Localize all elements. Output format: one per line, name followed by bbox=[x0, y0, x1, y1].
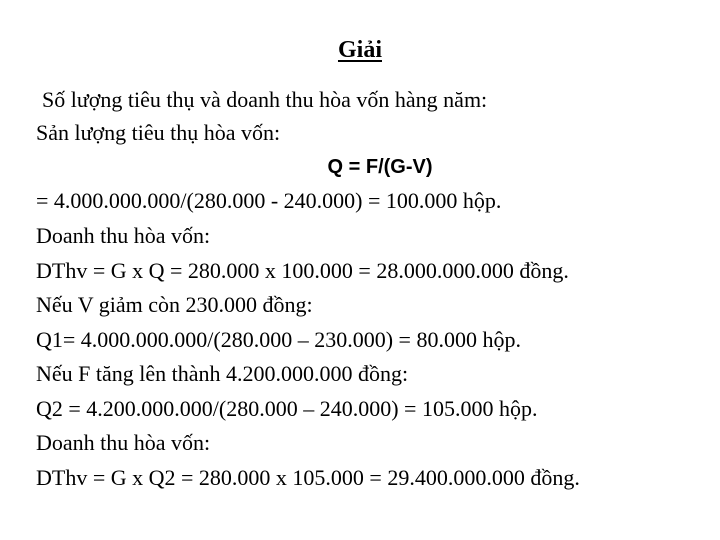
breakeven-revenue-heading: Doanh thu hòa vốn: bbox=[36, 223, 211, 248]
scenario-f-increase: Nếu F tăng lên thành 4.200.000.000 đồng: bbox=[36, 361, 409, 386]
breakeven-revenue-calc: DThv = G x Q = 280.000 x 100.000 = 28.000.000.000 đồng. bbox=[36, 258, 569, 283]
q1-calc: Q1= 4.000.000.000/(280.000 – 230.000) = 80.000 hộp. bbox=[36, 327, 521, 352]
breakeven-formula: Q = F/(G-V) bbox=[327, 156, 433, 178]
intro-line: Số lượng tiêu thụ và doanh thu hòa vốn hàng năm: bbox=[42, 87, 488, 112]
breakeven-volume-heading: Sản lượng tiêu thụ hòa vốn: bbox=[36, 120, 281, 145]
q2-calc: Q2 = 4.200.000.000/(280.000 – 240.000) = 105.000 hộp. bbox=[36, 396, 538, 421]
breakeven-volume-calc: = 4.000.000.000/(280.000 - 240.000) = 100.000 hộp. bbox=[36, 188, 502, 213]
breakeven-revenue-heading-2: Doanh thu hòa vốn: bbox=[36, 430, 211, 455]
scenario-v-decrease: Nếu V giảm còn 230.000 đồng: bbox=[36, 292, 313, 317]
breakeven-revenue-calc-2: DThv = G x Q2 = 280.000 x 105.000 = 29.400.000.000 đồng. bbox=[36, 465, 580, 490]
page-title: Giải bbox=[337, 37, 382, 63]
